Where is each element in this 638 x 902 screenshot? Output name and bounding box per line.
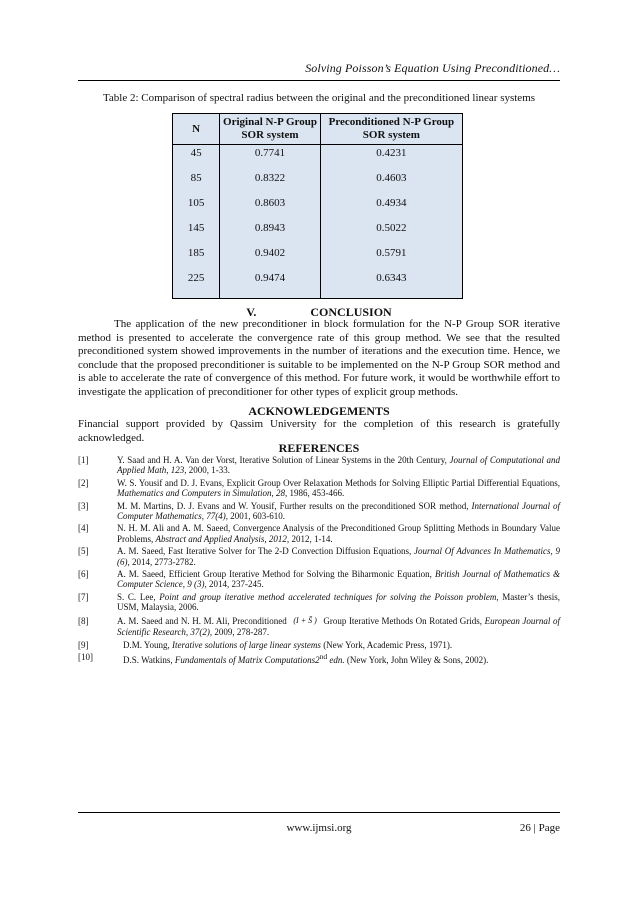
reference-item — [78, 652, 560, 665]
reference-journal: Journal Of Advances In Mathematics, 9 (6), — [117, 546, 560, 567]
reference-number: [6] — [78, 569, 89, 580]
table-row — [173, 145, 463, 171]
superscript: nd — [319, 651, 328, 661]
cell-n: 225 — [173, 270, 220, 299]
table-row — [173, 195, 463, 220]
reference-text: W. S. Yousif and D. J. Evans, Explicit Group Over Relaxation Methods for Solving Elliptic Partial Differential Equations, Mathematics and Computers in Simulation, 28, 1986, 453-466. — [117, 477, 560, 499]
column-header-original — [220, 114, 321, 145]
reference-number: [7] — [78, 591, 89, 602]
column-header-preconditioned — [320, 114, 462, 145]
reference-text: M. M. Martins, D. J. Evans and W. Yousif, Further results on the preconditioned SOR method, International Journal of Computer Mathematics, 77(4), 2001, 603-610. — [117, 500, 560, 522]
reference-number: [9] — [78, 639, 89, 650]
table-header-row — [173, 114, 463, 145]
reference-item — [78, 592, 560, 613]
cell-preconditioned: 0.5022 — [320, 220, 462, 245]
reference-title-italic: Fundamentals of Matrix Computations2 — [174, 654, 320, 665]
reference-number: [2] — [78, 477, 89, 488]
reference-number: [10] — [78, 651, 93, 662]
reference-item — [78, 478, 560, 499]
cell-preconditioned: 0.5791 — [320, 245, 462, 270]
cell-original: 0.9474 — [220, 270, 321, 299]
cell-original: 0.8943 — [220, 220, 321, 245]
reference-list — [78, 455, 560, 667]
cell-original: 0.7741 — [220, 145, 321, 171]
reference-item — [78, 501, 560, 522]
conclusion-paragraph: The application of the new preconditioner in block formulation for the N-P Group SOR iterative method is presented to accelerate the convergence rate of this group method. We see that the resulted preconditioned system showed improvements in the number of iterations and the execution time. Hence, we conclude that the proposed preconditioner is suitable to be implemented on the N-P Group SOR method and is able to accelerate the rate of convergence of this method. For future work, it would be worthwhile effort to investigate the application of preconditioner for other types of explicit group methods. — [78, 318, 560, 398]
reference-text: A. M. Saeed, Fast Iterative Solver for The 2-D Convection Diffusion Equations, Journal Of Advances In Mathematics, 9 (6), 2014, 2773-2782. — [117, 546, 560, 567]
cell-n: 185 — [173, 245, 220, 270]
reference-item — [78, 546, 560, 567]
reference-journal: Abstract and Applied Analysis, 2012, — [155, 533, 290, 544]
cell-n: 45 — [173, 145, 220, 171]
column-header-preconditioned-line2: SOR system — [362, 129, 420, 141]
acknowledgements-paragraph: Financial support provided by Qassim University for the completion of this research is gratefully acknowledged. — [78, 418, 560, 444]
reference-item — [78, 616, 560, 638]
column-header-original-line2: SOR system — [241, 129, 299, 141]
column-header-n — [173, 114, 220, 145]
reference-text: A. M. Saeed, Efficient Group Iterative Method for Solving the Biharmonic Equation, British Journal of Mathematics & Computer Science, 9 (3), 2014, 237-245. — [117, 569, 561, 590]
reference-number: [1] — [78, 455, 89, 465]
cell-preconditioned: 0.4231 — [320, 145, 462, 171]
reference-journal: International Journal of Computer Mathematics, 77(4), — [117, 500, 560, 522]
footer-page-number: 26 | Page — [519, 822, 560, 834]
running-header: Solving Poisson’s Equation Using Preconditioned… — [305, 61, 560, 75]
reference-number: [4] — [78, 523, 89, 534]
footer-website: www.ijmsi.org — [286, 822, 352, 834]
table-caption: Table 2: Comparison of spectral radius between the original and the preconditioned linear systems — [102, 92, 536, 104]
reference-text: A. M. Saeed and N. H. M. Ali, Preconditioned (I + S̃ ) Group Iterative Methods On Rotated Grids, European Journal of Scientific Research, 37(2), 2009, 278-287. — [117, 615, 561, 638]
reference-text: D.M. Young, Iterative solutions of large linear systems (New York, Academic Press, 1971). — [123, 639, 453, 650]
cell-preconditioned: 0.6343 — [320, 270, 462, 299]
reference-journal: British Journal of Mathematics & Computer Science, 9 (3), — [117, 569, 561, 590]
reference-title-italic: Point and group iterative method accelerated techniques for solving the Poisson problem — [159, 591, 497, 602]
cell-n: 145 — [173, 220, 220, 245]
reference-text: Y. Saad and H. A. Van der Vorst, Iterative Solution of Linear Systems in the 20th Century, Journal of Computational and Applied Math, 123, 2000, 1-33. — [117, 455, 560, 476]
reference-number: [3] — [78, 500, 89, 511]
table-row — [173, 170, 463, 195]
cell-original: 0.8603 — [220, 195, 321, 220]
column-header-n-label: N — [192, 122, 201, 135]
cell-n: 85 — [173, 170, 220, 195]
column-header-preconditioned-line1: Preconditioned N-P Group — [328, 116, 455, 128]
column-header-original-line1: Original N-P Group — [223, 116, 317, 128]
reference-item — [78, 640, 560, 650]
reference-number: [8] — [78, 615, 89, 626]
cell-original: 0.8322 — [220, 170, 321, 195]
conclusion-title: CONCLUSION — [310, 305, 392, 319]
table-row — [173, 270, 463, 299]
reference-number: [5] — [78, 546, 89, 557]
header-rule — [78, 80, 560, 81]
math-expression: (I + S̃ ) — [293, 615, 317, 625]
cell-preconditioned: 0.4603 — [320, 170, 462, 195]
reference-text: D.S. Watkins, Fundamentals of Matrix Computations2nd edn. (New York, John Wiley & Sons, 2002). — [123, 651, 489, 665]
footer-rule — [78, 812, 560, 813]
reference-journal: Journal of Computational and Applied Math, 123, — [117, 455, 560, 476]
reference-text: N. H. M. Ali and A. M. Saeed, Convergence Analysis of the Preconditioned Group Splitting Methods in Boundary Value Problems, Abstract and Applied Analysis, 2012, 2012, 1-14. — [117, 523, 560, 544]
reference-item — [78, 569, 560, 590]
reference-title-italic: Iterative solutions of large linear systems — [172, 639, 321, 650]
spectral-radius-table — [172, 113, 463, 299]
acknowledgements-heading: ACKNOWLEDGEMENTS — [248, 404, 390, 418]
reference-journal: Mathematics and Computers in Simulation, 28, — [117, 488, 288, 499]
cell-preconditioned: 0.4934 — [320, 195, 462, 220]
table-row — [173, 245, 463, 270]
cell-n: 105 — [173, 195, 220, 220]
reference-title-italic: edn. — [327, 654, 345, 665]
conclusion-number: V. — [246, 305, 257, 319]
cell-original: 0.9402 — [220, 245, 321, 270]
reference-journal: European Journal of Scientific Research, 37(2), — [117, 615, 561, 638]
references-heading: REFERENCES — [278, 441, 360, 455]
reference-item — [78, 523, 560, 544]
reference-item — [78, 455, 560, 476]
reference-text: S. C. Lee, Point and group iterative method accelerated techniques for solving the Poisson problem, Master’s thesis, USM, Malaysia, 2006. — [117, 591, 561, 613]
table-row — [173, 220, 463, 245]
